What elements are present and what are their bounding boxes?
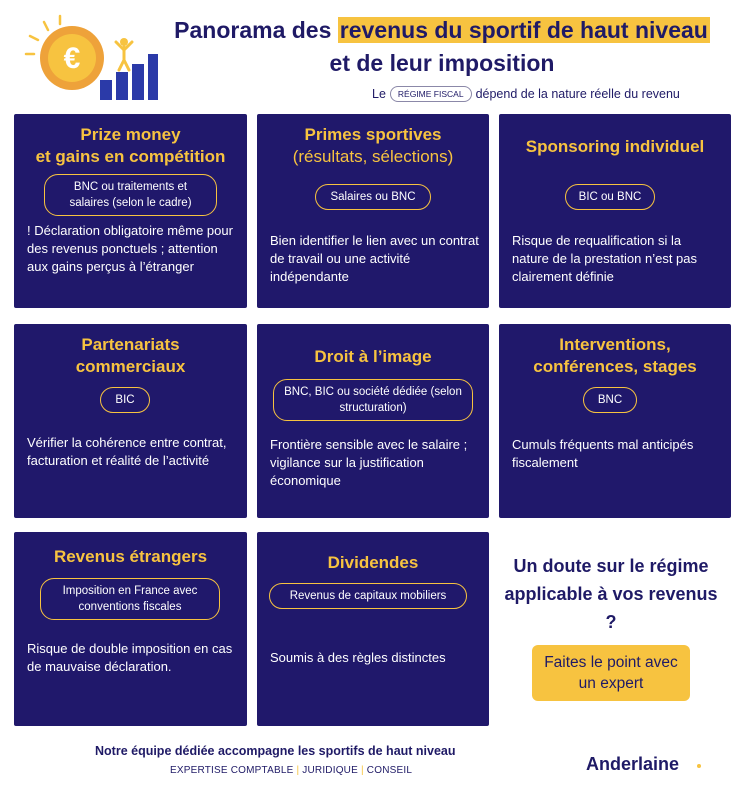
- card-regime-pill: Salaires ou BNC: [315, 184, 431, 210]
- service-separator: |: [296, 765, 300, 776]
- card-droit-image: [257, 324, 489, 518]
- card-revenus-etrangers: [14, 532, 247, 726]
- subtitle-after: dépend de la nature réelle du revenu: [475, 87, 680, 101]
- card-title-line1: Primes sportives: [304, 125, 442, 144]
- card-title: Revenus étrangers: [53, 547, 208, 566]
- footer-tagline: Notre équipe dédiée accompagne les sportifs de haut niveau: [95, 744, 456, 758]
- card-title-line1: Interventions,: [559, 335, 671, 354]
- page-title: [168, 14, 716, 80]
- svg-text:€: €: [63, 42, 81, 75]
- card-sponsoring: [499, 114, 731, 308]
- cta-question: Un doute sur le régime applicable à vos revenus ?: [504, 556, 718, 632]
- card-regime-pill: Revenus de capitaux mobiliers: [269, 583, 467, 609]
- title-highlight: revenus du sportif de haut niveau: [339, 17, 708, 43]
- card-primes-sportives: [257, 114, 489, 308]
- service-juridique: JURIDIQUE: [302, 765, 358, 776]
- card-title-line2: (résultats, sélections): [292, 147, 454, 166]
- card-title: Sponsoring individuel: [525, 137, 705, 156]
- card-partenariats: [14, 324, 247, 518]
- card-title-line2: et gains en compétition: [35, 147, 226, 166]
- card-title: [14, 124, 247, 168]
- service-expertise-comptable: EXPERTISE COMPTABLE: [170, 765, 294, 776]
- card-regime-pill: BNC: [583, 387, 637, 413]
- card-description: Cumuls fréquents mal anticipés fiscalement: [512, 437, 694, 470]
- card-description: Soumis à des règles distinctes: [270, 650, 446, 665]
- card-regime-pill: BIC ou BNC: [565, 184, 655, 210]
- card-title: [14, 334, 247, 378]
- card-title-line1: Prize money: [80, 125, 181, 144]
- card-description: Vérifier la cohérence entre contrat, facturation et réalité de l’activité: [27, 435, 227, 468]
- service-separator: |: [360, 765, 364, 776]
- regime-fiscal-pill: RÉGIME FISCAL: [390, 86, 472, 102]
- card-description: Risque de requalification si la nature de la prestation n’est pas clairement définie: [512, 233, 698, 284]
- subtitle: [372, 86, 680, 102]
- card-title-line2: commerciaux: [75, 357, 186, 376]
- card-regime-pill: BNC ou traitements et salaires (selon le cadre): [44, 174, 217, 216]
- card-dividendes: [257, 532, 489, 726]
- brand-logo[interactable]: Anderlaine: [586, 754, 680, 774]
- subtitle-before: Le: [372, 87, 386, 101]
- card-regime-pill: BIC: [100, 387, 150, 413]
- card-title: Droit à l’image: [314, 347, 432, 366]
- header: [0, 0, 737, 110]
- card-title-line1: Partenariats: [81, 335, 180, 354]
- title-part1: Panorama des: [174, 17, 338, 43]
- card-regime-pill: BNC, BIC ou société dédiée (selon structuration): [273, 379, 473, 421]
- card-title: [257, 124, 489, 168]
- consult-expert-button[interactable]: Faites le point avec un expert: [532, 645, 690, 701]
- card-description: Risque de double imposition en cas de mauvaise déclaration.: [27, 641, 233, 674]
- brand-dot: [697, 764, 701, 768]
- card-title-line2: conférences, stages: [533, 357, 697, 376]
- euro-coin-athlete-bars-icon: [22, 14, 162, 102]
- card-description: Bien identifier le lien avec un contrat de travail ou une activité indépendante: [270, 233, 479, 284]
- card-regime-pill: Imposition en France avec conventions fiscales: [40, 578, 220, 620]
- service-conseil: CONSEIL: [366, 765, 413, 776]
- card-title: Dividendes: [327, 553, 419, 572]
- card-description: ! Déclaration obligatoire même pour des revenus ponctuels ; attention aux gains perçus à l’étranger: [27, 223, 233, 274]
- title-line2: et de leur imposition: [329, 50, 555, 76]
- card-title: [499, 334, 731, 378]
- card-interventions: [499, 324, 731, 518]
- card-description: Frontière sensible avec le salaire ; vigilance sur la justification économique: [270, 437, 468, 488]
- footer-services: [170, 765, 412, 776]
- card-prize-money: [14, 114, 247, 308]
